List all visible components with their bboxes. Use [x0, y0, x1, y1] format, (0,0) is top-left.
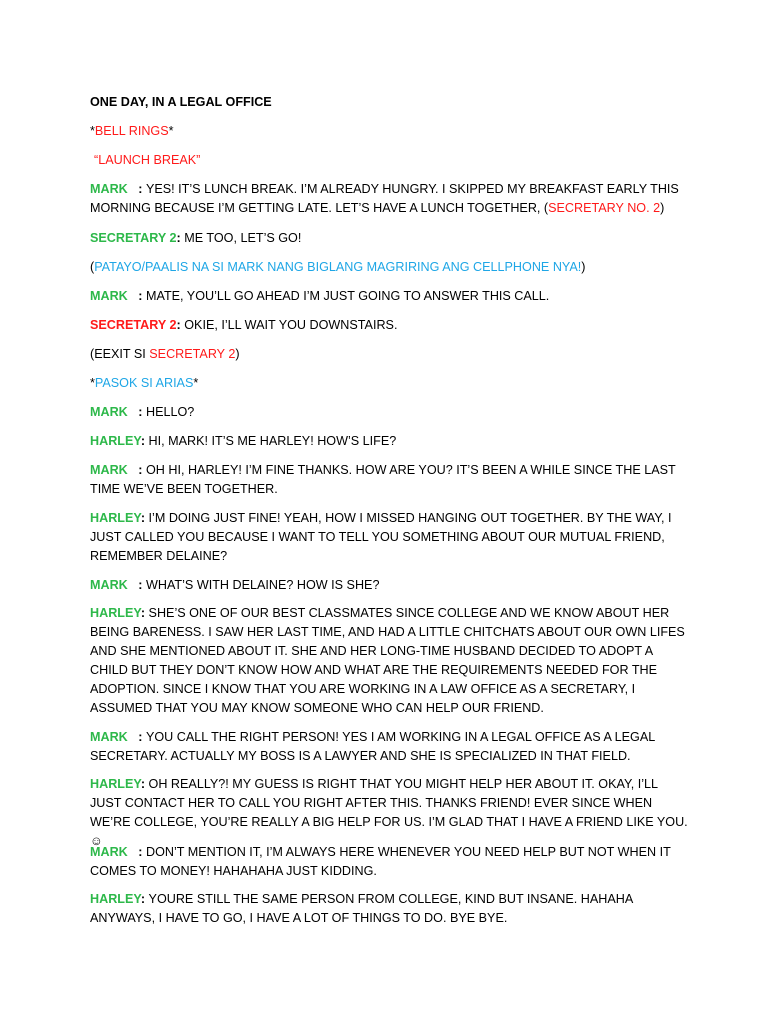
dialogue-line	[90, 287, 690, 306]
speaker-separator: :	[140, 606, 149, 620]
dialogue-text: HELLO?	[145, 405, 195, 419]
speaker-name: MARK	[90, 845, 128, 859]
speaker-separator: :	[140, 777, 149, 791]
asterisk-open: *	[90, 124, 95, 138]
paren-close: )	[660, 201, 665, 215]
dialogue-line	[90, 604, 690, 718]
paren-open: (	[90, 260, 95, 274]
speaker-name: SECRETARY 2	[90, 318, 177, 332]
dialogue-line	[90, 728, 690, 766]
speaker-name: MARK	[90, 405, 128, 419]
dialogue-text: DON’T MENTION IT, I’M ALWAYS HERE WHENEVER YOU NEED HELP BUT NOT WHEN IT COMES TO MONEY! HAHAHAHA JUST KIDDING.	[90, 845, 671, 878]
dialogue-text: HI, MARK! IT’S ME HARLEY! HOW’S LIFE?	[148, 434, 397, 448]
dialogue-text: OH REALLY?! MY GUESS IS RIGHT THAT YOU MIGHT HELP HER ABOUT IT. OKAY, I’LL JUST CONTACT HER TO CALL YOU RIGHT AFTER THIS. THANKS FRIEND! EVER SINCE WHEN WE’RE COLLEGE, YOU’RE REALLY A BIG HELP FOR US. I’M GLAD THAT I HAVE A FRIEND LIKE YOU. ☺	[90, 777, 688, 848]
asterisk-close: *	[193, 376, 199, 390]
launch-break-text: “LAUNCH BREAK”	[94, 153, 201, 167]
asterisk-open: *	[90, 376, 95, 390]
stage-direction	[90, 258, 690, 277]
speaker-name: HARLEY	[90, 777, 141, 791]
speaker-name: MARK	[90, 463, 128, 477]
dialogue-line	[90, 461, 690, 499]
speaker-name: HARLEY	[90, 434, 141, 448]
dialogue-text: WHAT’S WITH DELAINE? HOW IS SHE?	[145, 578, 380, 592]
paren-close: )	[581, 260, 586, 274]
speaker-separator: :	[140, 434, 149, 448]
dialogue-text: OH HI, HARLEY! I’M FINE THANKS. HOW ARE YOU? IT’S BEEN A WHILE SINCE THE LAST TIME WE’VE BEEN TOGETHER.	[90, 463, 676, 496]
dialogue-text: I’M DOING JUST FINE! YEAH, HOW I MISSED HANGING OUT TOGETHER. BY THE WAY, I JUST CALLED YOU BECAUSE I WANT TO TELL YOU SOMETHING ABOUT OUR MUTUAL FRIEND, REMEMBER DELAINE?	[90, 511, 672, 563]
asterisk-close: *	[168, 124, 174, 138]
secretary-reference: SECRETARY NO. 2	[548, 201, 661, 215]
dialogue-line	[90, 229, 690, 248]
dialogue-line	[90, 509, 690, 566]
dialogue-text: YOU CALL THE RIGHT PERSON! YES I AM WORKING IN A LEGAL OFFICE AS A LEGAL SECRETARY. ACTUALLY MY BOSS IS A LAWYER AND SHE IS SPECIALIZED IN THAT FIELD.	[90, 730, 655, 763]
speaker-separator: :	[127, 463, 146, 477]
paren-close: )	[235, 347, 240, 361]
speaker-separator: :	[127, 578, 146, 592]
dialogue-line	[90, 316, 690, 335]
speaker-separator: :	[127, 730, 146, 744]
dialogue-line	[90, 180, 690, 218]
stage-direction-text: PASOK SI ARIAS	[94, 376, 194, 390]
stage-direction-text: PATAYO/PAALIS NA SI MARK NANG BIGLANG MAGRIRING ANG CELLPHONE NYA!	[94, 260, 582, 274]
speaker-separator: :	[127, 845, 146, 859]
scene-heading: ONE DAY, IN A LEGAL OFFICE	[90, 95, 272, 109]
bell-rings-text: BELL RINGS	[94, 124, 169, 138]
dialogue-line	[90, 775, 690, 851]
dialogue-text: MATE, YOU’LL GO AHEAD I’M JUST GOING TO ANSWER THIS CALL.	[145, 289, 550, 303]
dialogue-line	[90, 843, 690, 881]
speaker-name: HARLEY	[90, 606, 141, 620]
stage-direction-name: SECRETARY 2	[149, 347, 236, 361]
speaker-name: SECRETARY 2	[90, 231, 177, 245]
speaker-separator: :	[140, 511, 149, 525]
speaker-name: MARK	[90, 289, 128, 303]
speaker-name: MARK	[90, 578, 128, 592]
dialogue-text: SHE’S ONE OF OUR BEST CLASSMATES SINCE COLLEGE AND WE KNOW ABOUT HER BEING BARENESS. I SAW HER LAST TIME, AND HAD A LITTLE CHITCHATS ABOUT OUR OWN LIFES AND SHE MENTIONED ABOUT IT. SHE AND HER LONG-TIME HUSBAND DECIDED TO ADOPT A CHILD BUT THEY DON’T KNOW HOW AND WHAT ARE THE REQUIREMENTS NEEDED FOR THE ADOPTION. SINCE I KNOW THAT YOU ARE WORKING IN A LAW OFFICE AS A SECRETARY, I ASSUMED THAT YOU MAY KNOW SOMEONE WHO CAN HELP OUR FRIEND.	[90, 606, 685, 715]
speaker-name: HARLEY	[90, 892, 141, 906]
stage-direction	[90, 374, 690, 393]
speaker-separator: :	[176, 231, 185, 245]
stage-direction	[90, 345, 690, 364]
speaker-separator: :	[176, 318, 185, 332]
speaker-name: MARK	[90, 182, 128, 196]
dialogue-line	[90, 890, 690, 928]
dialogue-text: YES! IT’S LUNCH BREAK. I’M ALREADY HUNGRY. I SKIPPED MY BREAKFAST EARLY THIS MORNING BECAUSE I’M GETTING LATE. LET’S HAVE A LUNCH TOGETHER, (	[90, 182, 679, 215]
dialogue-line	[90, 432, 690, 451]
speaker-separator: :	[127, 289, 146, 303]
speaker-separator: :	[127, 405, 146, 419]
speaker-separator: :	[127, 182, 146, 196]
stage-direction-prefix: (EEXIT SI	[90, 347, 150, 361]
speaker-name: MARK	[90, 730, 128, 744]
dialogue-text: YOURE STILL THE SAME PERSON FROM COLLEGE, KIND BUT INSANE. HAHAHA ANYWAYS, I HAVE TO GO, I HAVE A LOT OF THINGS TO DO. BYE BYE.	[90, 892, 633, 925]
dialogue-text: OKIE, I’LL WAIT YOU DOWNSTAIRS.	[184, 318, 398, 332]
speaker-separator: :	[140, 892, 149, 906]
stage-direction-bell	[90, 122, 690, 141]
dialogue-text: ME TOO, LET’S GO!	[184, 231, 302, 245]
dialogue-line	[90, 403, 690, 422]
speaker-name: HARLEY	[90, 511, 141, 525]
dialogue-line	[90, 576, 690, 595]
